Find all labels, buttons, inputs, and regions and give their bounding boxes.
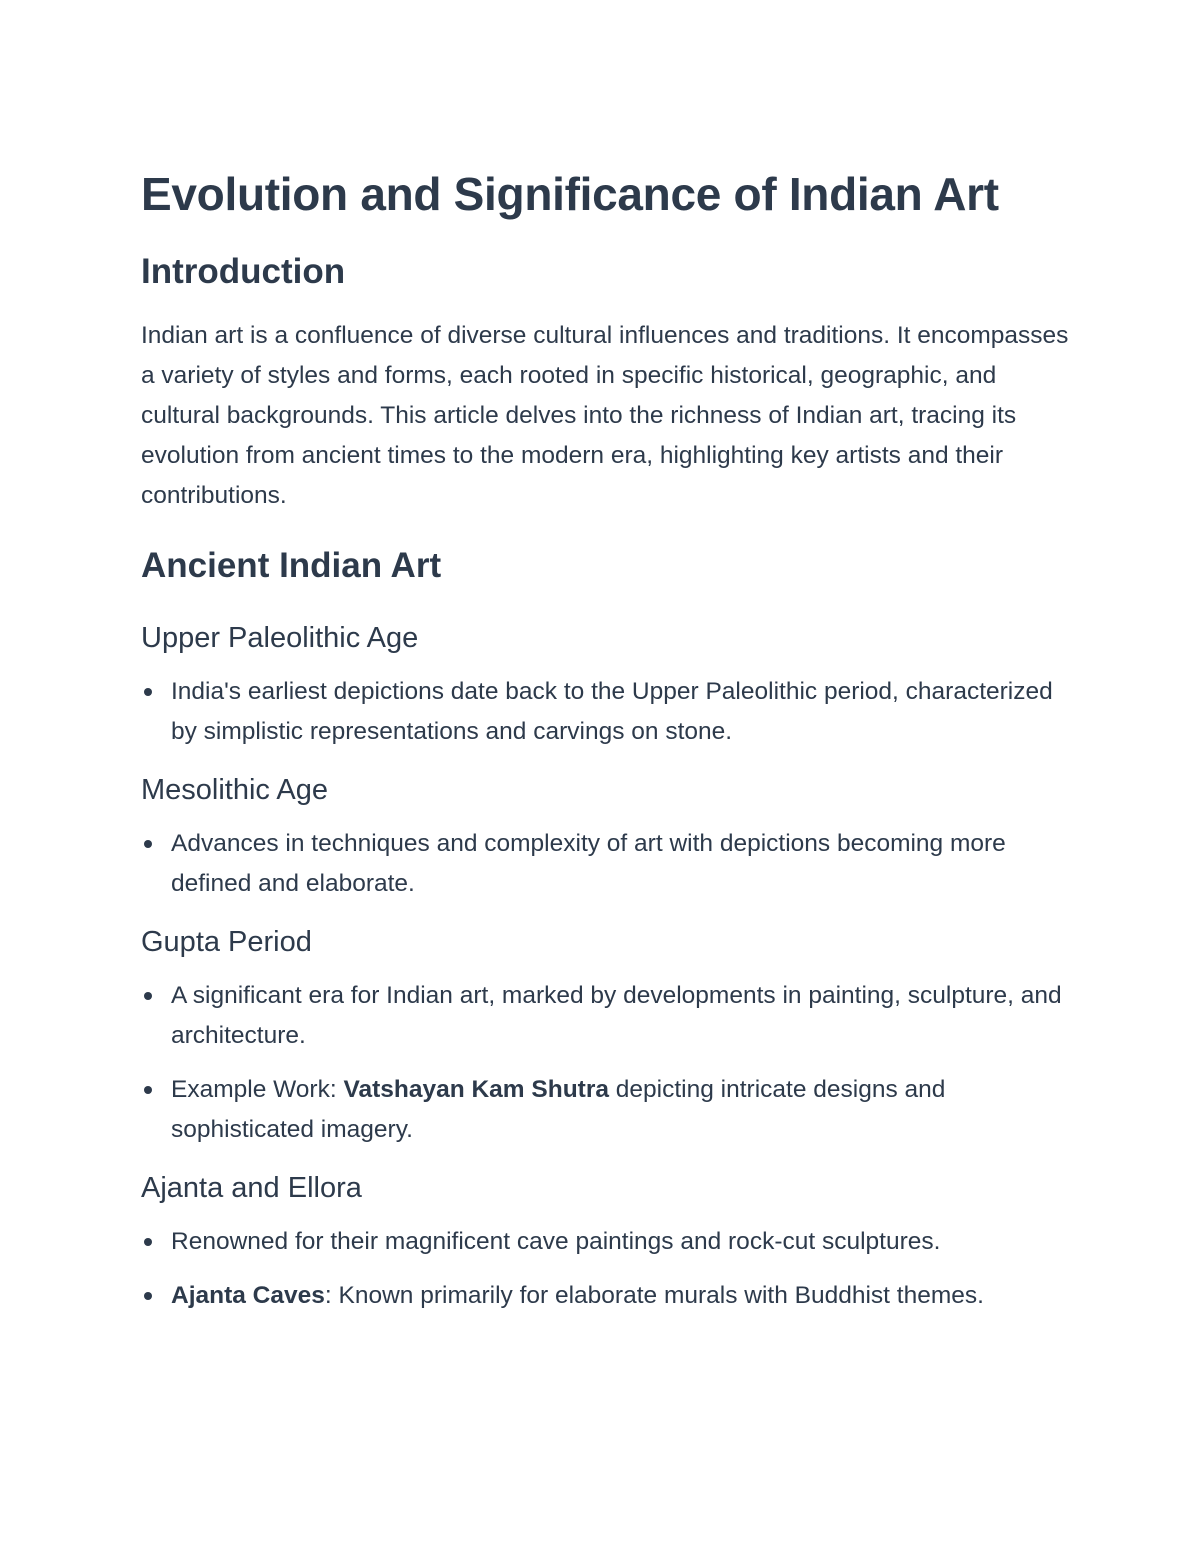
- example-work-label: Example Work:: [171, 1076, 344, 1103]
- document-page: [141, 160, 1071, 1316]
- ajanta-ellora-heading: Ajanta and Ellora: [141, 1172, 362, 1204]
- ajanta-caves-description: : Known primarily for elaborate murals with Buddhist themes.: [324, 1282, 984, 1309]
- list-item: [141, 1070, 1071, 1150]
- ancient-indian-art-heading: Ancient Indian Art: [141, 546, 442, 585]
- bullet-icon: [144, 688, 152, 696]
- bullet-icon: [144, 1292, 152, 1300]
- example-work-description: depicting intricate designs and sophisticated imagery.: [171, 1076, 946, 1143]
- example-work-title: Vatshayan Kam Shutra: [343, 1076, 609, 1103]
- introduction-heading: Introduction: [141, 252, 346, 291]
- upper-paleolithic-heading: Upper Paleolithic Age: [141, 622, 419, 654]
- list-item: [141, 976, 1071, 1056]
- list-item: [141, 672, 1071, 752]
- ajanta-ellora-list: [141, 1222, 1071, 1316]
- bullet-icon: [144, 840, 152, 848]
- introduction-paragraph: Indian art is a confluence of diverse cultural influences and traditions. It encompasses a variety of styles and forms, each rooted in specific historical, geographic, and cultural backgrounds. This article delves into the richness of Indian art, tracing its evolution from ancient times to the modern era, highlighting key artists and their contributions.: [141, 322, 1069, 509]
- gupta-period-list: [141, 976, 1071, 1150]
- list-item: [141, 1222, 1071, 1262]
- bullet-icon: [144, 992, 152, 1000]
- ajanta-caves-term: Ajanta Caves: [171, 1282, 325, 1309]
- list-item-text: A significant era for Indian art, marked by developments in painting, sculpture, and architecture.: [171, 982, 1062, 1049]
- list-item-text: India's earliest depictions date back to the Upper Paleolithic period, characterized by simplistic representations and carvings on stone.: [171, 678, 1053, 745]
- bullet-icon: [144, 1238, 152, 1246]
- gupta-period-heading: Gupta Period: [141, 926, 312, 958]
- page-title: Evolution and Significance of Indian Art: [141, 168, 999, 220]
- upper-paleolithic-list: [141, 672, 1071, 752]
- mesolithic-heading: Mesolithic Age: [141, 774, 328, 806]
- bullet-icon: [144, 1086, 152, 1094]
- list-item-text: Renowned for their magnificent cave paintings and rock-cut sculptures.: [171, 1228, 941, 1255]
- list-item: [141, 824, 1071, 904]
- list-item-text: Advances in techniques and complexity of art with depictions becoming more defined and elaborate.: [171, 830, 1006, 897]
- list-item: [141, 1276, 1071, 1316]
- mesolithic-list: [141, 824, 1071, 904]
